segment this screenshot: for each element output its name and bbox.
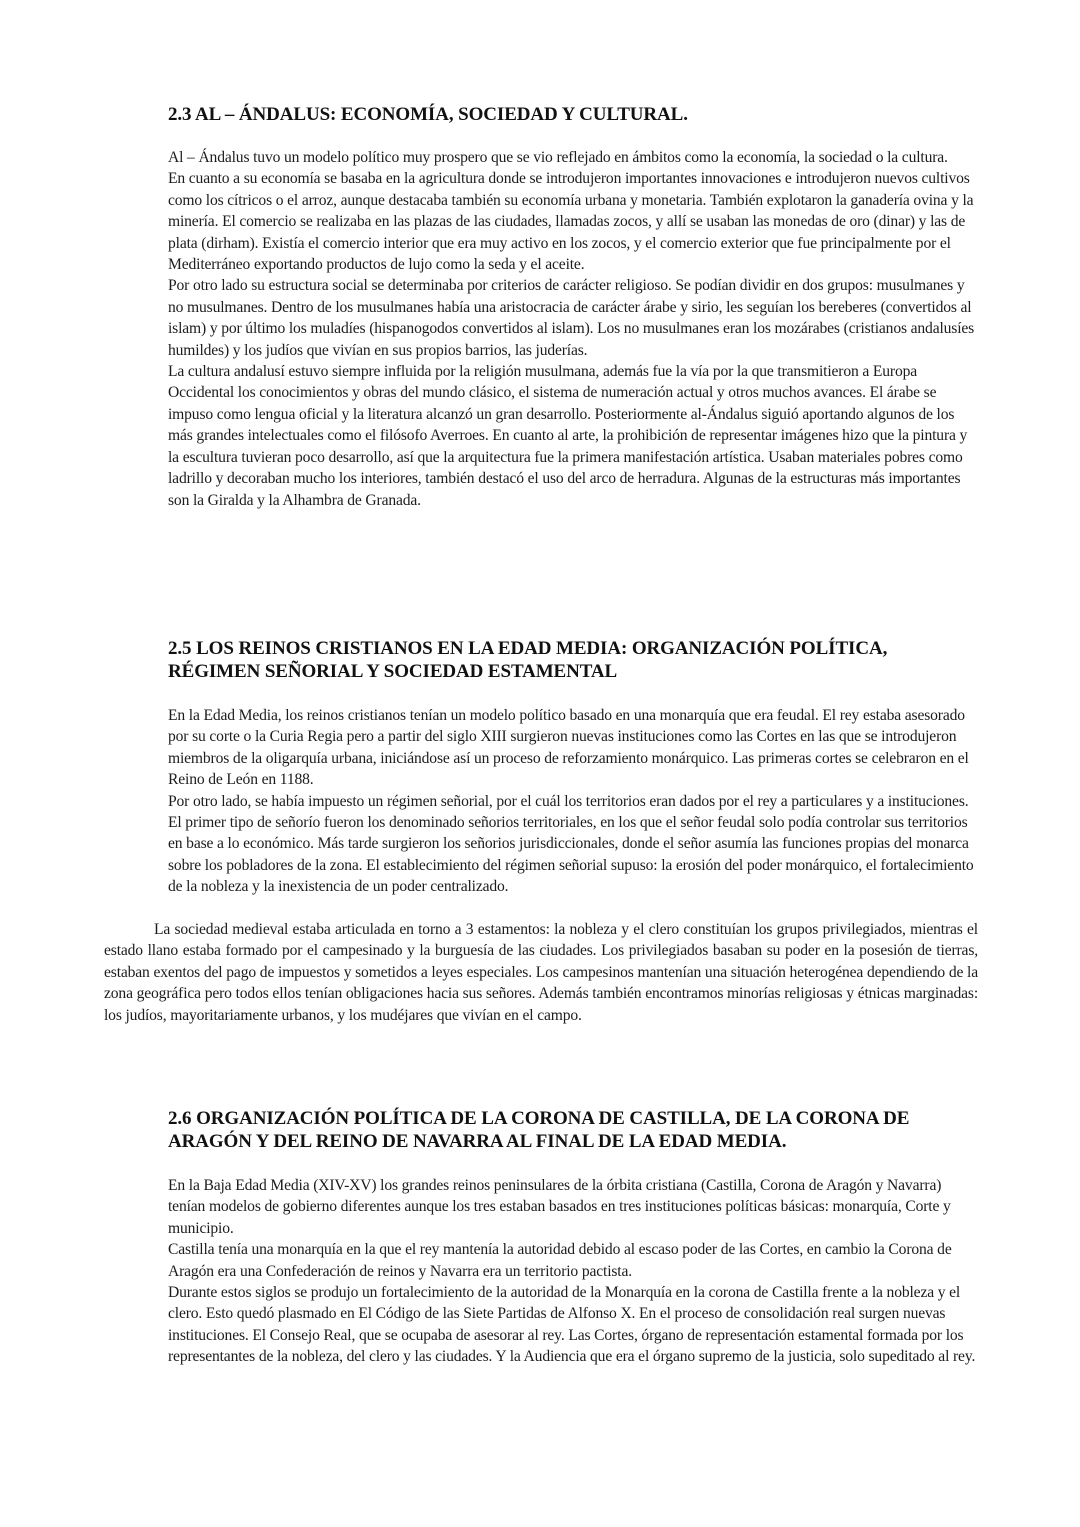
section-body-estamentos bbox=[104, 919, 978, 1026]
section-body-al-andalus bbox=[168, 147, 980, 511]
paragraph-society: Por otro lado su estructura social se determinaba por criterios de carácter religioso. Se podían dividir en dos grupos: musulmanes y no musulmanes. Dentro de los musulmanes había una aristocracia de carácter árabe y sirio, les seguían los bereberes (convertidos al islam) y por último los muladíes (hispanogodos convertidos al islam). Los no musulmanes eran los mozárabes (cristianos andalusíes humildes) y los judíos que vivían en sus propios barrios, las juderías. bbox=[168, 277, 975, 359]
paragraph-estates-society: La sociedad medieval estaba articulada en torno a 3 estamentos: la nobleza y el clero constituían los grupos privilegiados, mientras el estado llano estaba formado por el campesinado y la burguesía de las ciudades. Los privilegiados basaban su poder en la posesión de tierras, estaban exentos del pago de impuestos y sometidos a leyes especiales. Los campesinos mantenían una situación heterogénea dependiendo de la zona geográfica pero todos ellos tenían obligaciones hacia sus señores. Además también encontramos minorías religiosas y étnicas marginadas: los judíos, mayoritariamente urbanos, y los mudéjares que vivían en el campo. bbox=[104, 921, 978, 1024]
heading-line: 2.3 AL – ÁNDALUS: ECONOMÍA, SOCIEDAD Y CULTURAL. bbox=[168, 104, 688, 125]
paragraph-intro: Al – Ándalus tuvo un modelo político muy prospero que se vio reflejado en ámbitos como la economía, la sociedad o la cultura. bbox=[168, 149, 948, 166]
section-body-reinos-cristianos bbox=[168, 705, 980, 898]
section-body-corona-castilla-aragon bbox=[168, 1175, 980, 1368]
paragraph-economy: En cuanto a su economía se basaba en la agricultura donde se introdujeron importantes innovaciones e introdujeron nuevos cultivos como los cítricos o el arroz, aunque destacaba también su economía urbana y monetaria. También explotaron la ganadería ovina y la minería. El comercio se realizaba en las plazas de las ciudades, llamadas zocos, y allí se usaban las monedas de oro (dinar) y las de plata (dirham). Existía el comercio interior que era muy activo en los zocos, y el comercio exterior que fue principalmente por el Mediterráneo exportando productos de lujo como la seda y el aceite. bbox=[168, 170, 974, 274]
paragraph-institutions: Durante estos siglos se produjo un fortalecimiento de la autoridad de la Monarquía en la corona de Castilla frente a la nobleza y el clero. Esto quedó plasmado en El Código de las Siete Partidas de Alfonso X. En el proceso de consolidación real surgen nuevas instituciones. El Consejo Real, que se ocupaba de asesorar al rey. Las Cortes, órgano de representación estamental formada por los representantes de la nobleza, del clero y las ciudades. Y la Audiencia que era el órgano supremo de la justicia, solo supeditado al rey. bbox=[168, 1284, 976, 1366]
paragraph-baja-edad-media: En la Baja Edad Media (XIV-XV) los grandes reinos peninsulares de la órbita cristiana (Castilla, Corona de Aragón y Navarra) tenían modelos de gobierno diferentes aunque los tres estaban basados en tres instituciones políticas básicas: monarquía, Corte y municipio. bbox=[168, 1177, 951, 1237]
heading-line: 2.5 LOS REINOS CRISTIANOS EN LA EDAD MEDIA: ORGANIZACIÓN POLÍTICA, bbox=[168, 638, 888, 659]
heading-line: ARAGÓN Y DEL REINO DE NAVARRA AL FINAL DE LA EDAD MEDIA. bbox=[168, 1130, 787, 1152]
heading-line: 2.6 ORGANIZACIÓN POLÍTICA DE LA CORONA DE CASTILLA, DE LA CORONA DE bbox=[168, 1108, 910, 1129]
paragraph-monarchy: En la Edad Media, los reinos cristianos tenían un modelo político basado en una monarquía que era feudal. El rey estaba asesorado por su corte o la Curia Regia pero a partir del siglo XIII surgieron nuevas instituciones como las Cortes en las que se introdujeron miembros de la oligarquía urbana, iniciándose así un proceso de reforzamiento monárquico. Las primeras cortes se celebraron en el Reino de León en 1188. bbox=[168, 707, 969, 789]
paragraph-culture: La cultura andalusí estuvo siempre influida por la religión musulmana, además fue la vía por la que transmitieron a Europa Occidental los conocimientos y obras del mundo clásico, el sistema de numeración actual y otros muchos avances. El árabe se impuso como lengua oficial y la literatura alcanzó un gran desarrollo. Posteriormente al-Ándalus siguió aportando algunos de los más grandes intelectuales como el filósofo Averroes. En cuanto al arte, la prohibición de representar imágenes hizo que la pintura y la escultura tuvieran poco desarrollo, así que la arquitectura fue la primera manifestación artística. Usaban materiales pobres como ladrillo y decoraban mucho los interiores, también destacó el uso del arco de herradura. Algunas de la estructuras más importantes son la Giralda y la Alhambra de Granada. bbox=[168, 363, 968, 509]
heading-line: RÉGIMEN SEÑORIAL Y SOCIEDAD ESTAMENTAL bbox=[168, 660, 618, 682]
section-heading-al-andalus bbox=[168, 104, 688, 127]
section-heading-corona-castilla-aragon bbox=[168, 1108, 909, 1153]
section-heading-reinos-cristianos bbox=[168, 638, 887, 683]
paragraph-castilla-aragon-navarra: Castilla tenía una monarquía en la que el rey mantenía la autoridad debido al escaso poder de las Cortes, en cambio la Corona de Aragón era una Confederación de reinos y Navarra era un territorio pactista. bbox=[168, 1241, 952, 1280]
paragraph-seigneurial-regime: Por otro lado, se había impuesto un régimen señorial, por el cuál los territorios eran dados por el rey a particulares y a instituciones. El primer tipo de señorío fueron los denominado señorios territoriales, en los que el señor feudal solo podía controlar sus territorios en base a lo económico. Más tarde surgieron los señorios jurisdiccionales, donde el señor asumía las funciones propias del monarca sobre los pobladores de la zona. El establecimiento del régimen señorial supuso: la erosión del poder monárquico, el fortalecimiento de la nobleza y la inexistencia de un poder centralizado. bbox=[168, 792, 974, 896]
